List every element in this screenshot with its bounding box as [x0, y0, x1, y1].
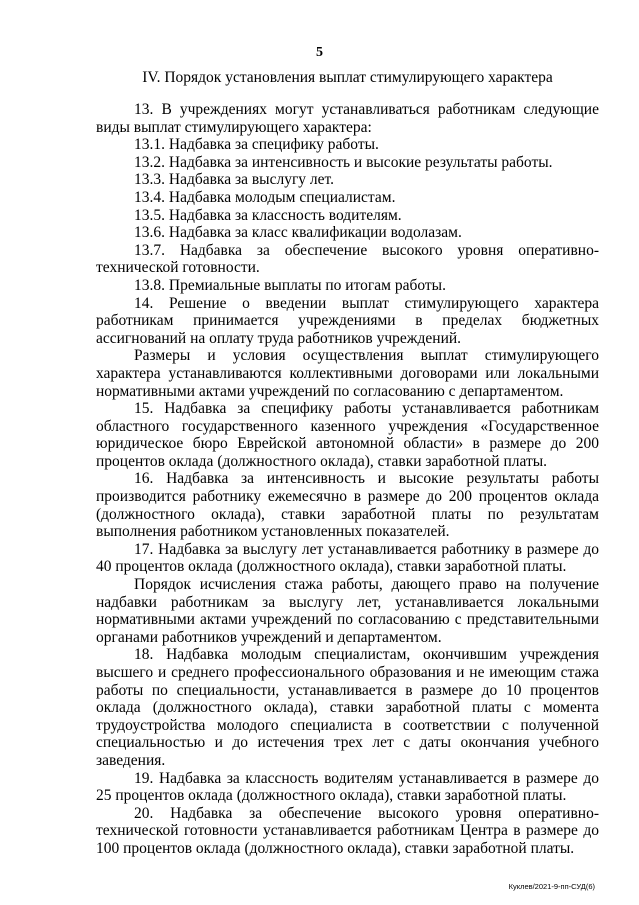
page-number: 5: [316, 45, 323, 60]
paragraph: 13.7. Надбавка за обеспечение высокого уровня оперативно-технической готовности.: [96, 241, 599, 277]
paragraph: 13.8. Премиальные выплаты по итогам работы.: [134, 276, 446, 294]
paragraph: 13.5. Надбавка за классность водителям.: [134, 206, 402, 224]
paragraph: 15. Надбавка за специфику работы устанавливается работникам областного государственного казенного учреждения «Государственное юридическое бюро Еврейской автономной области» в размере до 200 процентов оклада (должностного оклада), ставки заработной платы.: [96, 400, 599, 470]
paragraph: 18. Надбавка молодым специалистам, окончившим учреждения высшего и среднего профессионального образования и не имеющим стажа работы по специальности, устанавливается в размере до 10 процентов оклада (должностного оклада), ставки заработной платы с момента трудоустройства молодого специалиста в соответствии с полученной специальностью и до истечения трех лет с даты окончания учебного заведения.: [96, 646, 599, 769]
document-body: [96, 101, 599, 858]
paragraph: 16. Надбавка за интенсивность и высокие результаты работы производится работнику ежемесячно в размере до 200 процентов оклада (должностного оклада), ставки заработной платы по результатам выполнения работником установленных показателей.: [96, 470, 599, 541]
paragraph: 13.2. Надбавка за интенсивность и высокие результаты работы.: [134, 153, 553, 171]
paragraph: 14. Решение о введении выплат стимулирующего характера работникам принимается учреждениями в пределах бюджетных ассигнований на оплату труда работников учреждений.: [96, 294, 599, 347]
paragraph: 13.1. Надбавка за специфику работы.: [134, 136, 379, 154]
paragraph: 13.6. Надбавка за класс квалификации водолазам.: [134, 224, 462, 242]
section-title: IV. Порядок установления выплат стимулирующего характера: [142, 69, 553, 86]
paragraph: 19. Надбавка за классность водителям устанавливается в размере до 25 процентов оклада (должностного оклада), ставки заработной платы.: [96, 769, 599, 805]
paragraph: Размеры и условия осуществления выплат стимулирующего характера устанавливаются коллективными договорами или локальными нормативными актами учреждений по согласованию с департаментом.: [96, 347, 599, 400]
paragraph: 13.4. Надбавка молодым специалистам.: [134, 188, 396, 206]
paragraph: 17. Надбавка за выслугу лет устанавливается работнику в размере до 40 процентов оклада (должностного оклада), ставки заработной платы.: [96, 540, 599, 576]
paragraph: 13. В учреждениях могут устанавливаться работникам следующие виды выплат стимулирующего характера:: [96, 101, 599, 136]
paragraph: 13.3. Надбавка за выслугу лет.: [134, 171, 335, 189]
footer-reference: Куклев/2021-9-пп-СУД(6): [508, 882, 595, 891]
paragraph: 20. Надбавка за обеспечение высокого уровня оперативно-технической готовности устанавливается работникам Центра в размере до 100 процентов оклада (должностного оклада), ставки заработной платы.: [96, 804, 599, 857]
paragraph: Порядок исчисления стажа работы, дающего право на получение надбавки работникам за выслугу лет, устанавливается локальными нормативными актами учреждений по согласованию с представительными органами работников учреждений и департаментом.: [96, 576, 599, 646]
